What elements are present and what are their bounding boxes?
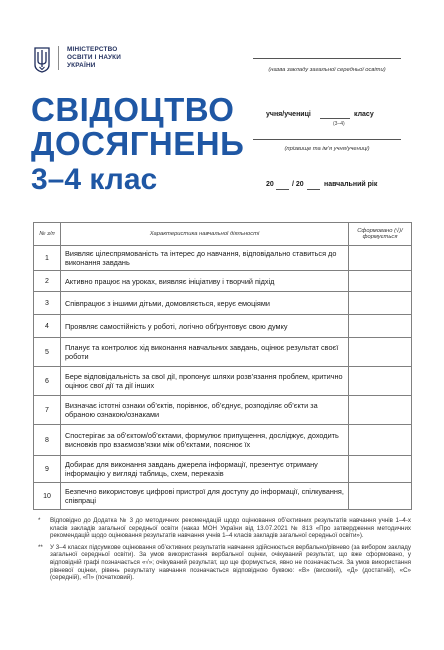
row-description: Добирає для виконання завдань джерела інформації, презентує отриману інформацію у вигляді таблиць, схем, переказів	[61, 456, 349, 483]
table-row	[34, 338, 412, 367]
footnote-2	[38, 544, 411, 582]
year-suffix: навчальний рік	[324, 181, 378, 188]
footnotes	[38, 517, 411, 586]
pupil-name-line[interactable]	[253, 139, 401, 140]
pupil-label: учня/учениці	[266, 111, 311, 118]
year-prefix: 20	[266, 181, 274, 188]
row-status-cell[interactable]	[349, 246, 412, 271]
title-line-2: ДОСЯГНЕНЬ	[31, 125, 245, 162]
column-header-description: Характеристика навчальної діяльності	[61, 223, 349, 246]
row-number: 2	[34, 271, 61, 292]
table-row	[34, 483, 412, 510]
row-status-cell[interactable]	[349, 315, 412, 338]
class-hint: (3–4)	[333, 121, 345, 127]
ministry-name	[58, 46, 121, 70]
footnote-1	[38, 517, 411, 540]
row-description: Спостерігає за об’єктом/об’єктами, формулює припущення, досліджує, доходить висновків про взаємозв’язки між об’єктами, пояснює їх	[61, 425, 349, 456]
row-status-cell[interactable]	[349, 483, 412, 510]
table-row	[34, 246, 412, 271]
year-start-line[interactable]	[276, 189, 289, 190]
ministry-line-3: УКРАЇНИ	[67, 62, 96, 69]
footnote-mark: **	[38, 543, 43, 551]
row-description: Активно працює на уроках, виявляє ініціативу і творчий підхід	[61, 271, 349, 292]
ministry-line-1: МІНІСТЕРСТВО	[67, 46, 118, 53]
table-header-row	[34, 223, 412, 246]
class-label: класу	[354, 111, 374, 118]
row-description: Планує та контролює хід виконання навчальних завдань, оцінює результат своєї роботи	[61, 338, 349, 367]
year-end-line[interactable]	[307, 189, 320, 190]
column-header-number: № з/п	[34, 223, 61, 246]
row-status-cell[interactable]	[349, 396, 412, 425]
table-row	[34, 425, 412, 456]
school-name-hint: (назва закладу загальної середньої освіти)	[268, 67, 386, 73]
table-row	[34, 456, 412, 483]
row-status-cell[interactable]	[349, 456, 412, 483]
row-number: 9	[34, 456, 61, 483]
row-description: Співпрацює з іншими дітьми, домовляється, керує емоціями	[61, 292, 349, 315]
row-number: 5	[34, 338, 61, 367]
school-name-line[interactable]	[253, 58, 401, 59]
table-row	[34, 396, 412, 425]
achievements-table	[33, 222, 412, 510]
row-description: Бере відповідальність за свої дії, пропонує шляхи розв’язання проблем, критично оцінює свої дії та дії інших	[61, 367, 349, 396]
year-mid: / 20	[292, 181, 304, 188]
row-number: 1	[34, 246, 61, 271]
row-number: 7	[34, 396, 61, 425]
row-description: Безпечно використовує цифрові пристрої для доступу до інформації, спілкування, співпраці	[61, 483, 349, 510]
footnote-text: У 3–4 класах підсумкове оцінювання об’єктивних результатів навчання здійснюється вербально/рівнево (за вибором закладу загальної середньої освіти). За умов використання вербальної оцінки, очікуваний результат, що вже сформовано, у відповідній графі позначається «√»; очікуваний результат, що ще формується, явно не позначається. За умов використання рівневої оцінки, рівень результату навчання позначається відповідною буквою: «В» (високий), «Д» (достатній), «С» (середній), «П» (початковий).	[50, 543, 411, 582]
ministry-line-2: ОСВІТИ І НАУКИ	[67, 54, 122, 61]
row-description: Визначає істотні ознаки об’єктів, порівнює, об’єднує, розподіляє об’єкти за обраною ознакою/ознаками	[61, 396, 349, 425]
table-row	[34, 292, 412, 315]
footnote-mark: *	[38, 517, 41, 524]
row-number: 10	[34, 483, 61, 510]
document-title	[31, 93, 244, 197]
row-number: 6	[34, 367, 61, 396]
row-description: Виявляє цілеспрямованість та інтерес до навчання, відповідально ставиться до виконання завдань	[61, 246, 349, 271]
table-row	[34, 367, 412, 396]
column-header-status: Сформовано (√)/ формується	[349, 223, 412, 246]
row-number: 3	[34, 292, 61, 315]
row-status-cell[interactable]	[349, 425, 412, 456]
row-status-cell[interactable]	[349, 271, 412, 292]
row-status-cell[interactable]	[349, 292, 412, 315]
title-line-3: 3–4 клас	[31, 163, 158, 196]
footnote-text: Відповідно до Додатка № 3 до методичних рекомендацій щодо оцінювання об’єктивних результатів навчання учнів 1–4-х класів закладів загальної середньої освіти (наказ МОН України від 13.07.2021 № 813 «Про затвердження методичних рекомендацій щодо оцінювання результатів навчання учнів 1–4 класів закладів загальної середньої освіти»).	[50, 517, 411, 540]
row-number: 4	[34, 315, 61, 338]
table-row	[34, 315, 412, 338]
class-line[interactable]	[320, 118, 350, 119]
title-line-1: СВІДОЦТВО	[31, 91, 235, 128]
row-status-cell[interactable]	[349, 367, 412, 396]
row-number: 8	[34, 425, 61, 456]
row-status-cell[interactable]	[349, 338, 412, 367]
row-description: Проявляє самостійність у роботі, логічно обґрунтовує свою думку	[61, 315, 349, 338]
table-row	[34, 271, 412, 292]
ukraine-emblem-icon	[34, 47, 50, 73]
pupil-name-hint: (прізвище та ім’я учня/учениці)	[284, 146, 370, 152]
